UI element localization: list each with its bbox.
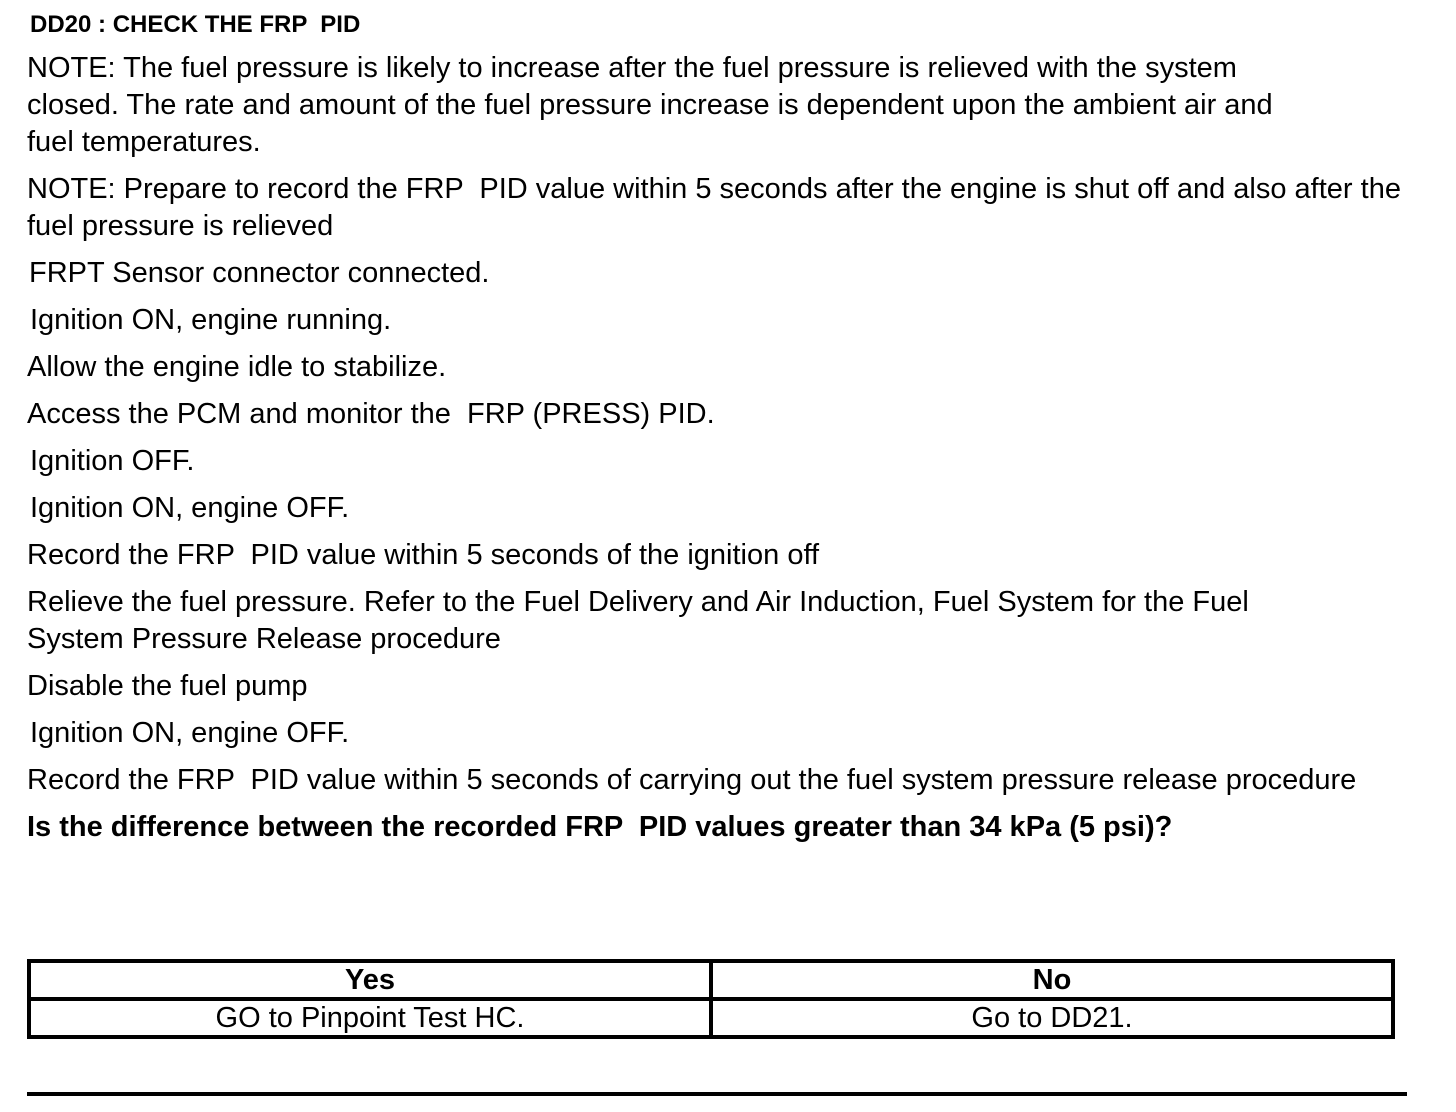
step-ignition-off: Ignition OFF.	[30, 445, 195, 477]
result-header-row	[29, 961, 1393, 999]
note-fuel-pressure-increase: NOTE: The fuel pressure is likely to increase after the fuel pressure is relieved with the system closed. The rate and amount of the fuel pressure increase is dependent upon the ambient air and fuel temperatures.	[27, 52, 1281, 158]
result-action-row	[29, 999, 1393, 1037]
step-ignition-on-running: Ignition ON, engine running.	[30, 304, 392, 336]
bottom-divider	[27, 1092, 1407, 1096]
step-relieve-fuel-pressure: Relieve the fuel pressure. Refer to the Fuel Delivery and Air Induction, Fuel System for the Fuel System Pressure Release procedure	[27, 586, 1257, 655]
no-header: No	[711, 961, 1393, 999]
step-ignition-on-engine-off: Ignition ON, engine OFF.	[30, 492, 350, 524]
step-disable-fuel-pump: Disable the fuel pump	[27, 670, 308, 702]
step-access-pcm: Access the PCM and monitor the FRP (PRESS) PID.	[27, 398, 715, 430]
yes-action: GO to Pinpoint Test HC.	[29, 999, 711, 1037]
note-prepare-to-record: NOTE: Prepare to record the FRP PID value within 5 seconds after the engine is shut off and also after the fuel pressure is relieved	[27, 173, 1410, 242]
no-action: Go to DD21.	[711, 999, 1393, 1037]
procedure-page	[27, 8, 1412, 846]
step-record-after-release: Record the FRP PID value within 5 seconds of carrying out the fuel system pressure release procedure	[27, 764, 1357, 796]
step-heading: DD20 : CHECK THE FRP PID	[30, 11, 361, 38]
yes-header: Yes	[29, 961, 711, 999]
result-table	[27, 959, 1395, 1039]
step-sensor-connected: FRPT Sensor connector connected.	[29, 257, 490, 289]
decision-question: Is the difference between the recorded FRP PID values greater than 34 kPa (5 psi)?	[27, 811, 1173, 843]
step-record-after-ignition-off: Record the FRP PID value within 5 seconds of the ignition off	[27, 539, 820, 571]
step-ignition-on-engine-off-2: Ignition ON, engine OFF.	[30, 717, 350, 749]
step-allow-idle-stabilize: Allow the engine idle to stabilize.	[27, 351, 447, 383]
